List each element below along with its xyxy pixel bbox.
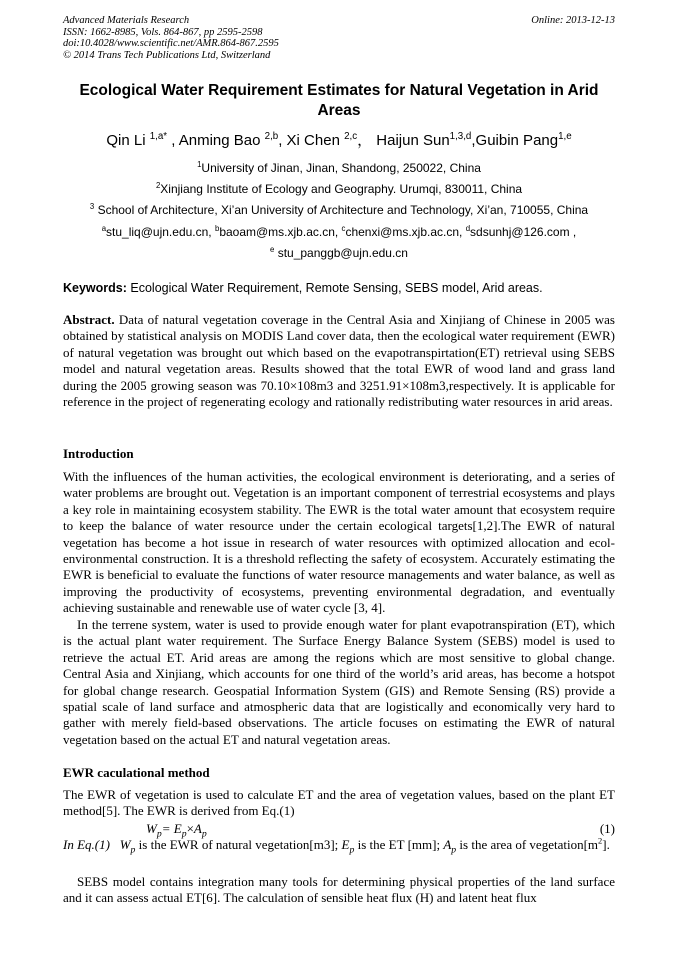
def-subscript: p [130, 844, 136, 856]
definitions-lead: In Eq.(1) [63, 837, 110, 852]
abstract-text: Data of natural vegetation coverage in the Central Asia and Xinjiang of Chinese in 2005 was obtained by statistical analysis on MODIS Land cover data, then the ecological water requirement (EWR) of natural vegetation was brought out which based on the evapotranspirtation(ET) retrieval using SEBS model and natural vegetation areas. Results showed that the total EWR of wood land and grass land during the 2005 growing season was 70.10×108m3 and 3251.91×108m3,respectively. It is applicable for reference in the project of regenerating ecology and rationally redistributing water resources in arid areas. [63, 312, 615, 410]
author-name: Qin Li [106, 132, 150, 149]
author-separator: , [471, 132, 476, 149]
affiliation-mark: 3 [89, 202, 95, 211]
section-heading-introduction: Introduction [63, 446, 134, 461]
email-mark: a [101, 224, 107, 233]
email-mark: c [341, 224, 346, 233]
paragraph: With the influences of the human activities, the ecological environment is deteriorating, and a series of water problems are brought out. Vegetation is an important component of terrestrial ecosystems and plays a key role in maintaining ecosystem stability. The EWR is the total water amount that ecosystem require to keep the balance of water resource under the certain ecological targets[1,2].The EWR of natural vegetation has become a hot issue in research of water resources with optimized allocation and ecol-environmental construction. It is a threshold reflecting the safety of ecosystem. Accurately estimating the EWR is beneficial to evaluate the functions of water resource managements and water balance, as well as improving the productivity of ecosystems, preventing environmental degradation, and eventually achieving sustainable and renewable use of water cycle [3, 4]. [63, 469, 615, 616]
author-separator: ， [357, 132, 377, 149]
paragraph: SEBS model contains integration many tools for determining physical properties of the land surface and it can assess actual ET[6]. The calculation of sensible heat flux (H) and latent heat flux [63, 874, 615, 906]
journal-copyright: © 2014 Trans Tech Publications Ltd, Switzerland [63, 49, 271, 61]
affiliation-mark: 1 [197, 160, 202, 169]
eq-symbol: × [186, 821, 194, 836]
equation-definitions [63, 835, 615, 856]
email-text: baoam@ms.xjb.ac.cn, [219, 225, 342, 239]
author-mark: 2,c [344, 131, 358, 142]
email-text: sdsunhj@126.com , [470, 225, 577, 239]
author-name: Guibin Pang [475, 132, 559, 149]
email-mark: d [465, 224, 471, 233]
email-text: stu_panggb@ujn.edu.cn [274, 246, 408, 260]
affiliation [40, 202, 638, 218]
affiliation-mark: 2 [155, 181, 161, 190]
def-text: is the ET [mm]; [354, 837, 444, 852]
author-mark: 2,b [264, 131, 279, 142]
def-subscript: p [451, 844, 457, 856]
keywords [63, 280, 615, 296]
email-line [40, 245, 638, 261]
email-mark: b [214, 224, 220, 233]
def-text: ]. [602, 837, 610, 852]
email-text: stu_liq@ujn.edu.cn, [106, 225, 215, 239]
equation-number: (1) [599, 821, 615, 836]
journal-header [63, 15, 615, 61]
journal-doi: doi:10.4028/www.scientific.net/AMR.864-867.2595 [63, 38, 279, 49]
eq-symbol: E [173, 821, 182, 836]
eq-symbol: W [146, 821, 157, 836]
def-text: is the area of vegetation[m [456, 837, 599, 852]
abstract [63, 312, 615, 410]
paper-title: Ecological Water Requirement Estimates for Natural Vegetation in Arid Areas [79, 82, 599, 119]
keywords-text: Ecological Water Requirement, Remote Sensing, SEBS model, Arid areas. [126, 281, 543, 295]
author-name: Anming Bao [178, 132, 265, 149]
keywords-label: Keywords: [63, 281, 127, 295]
affiliation-text: University of Jinan, Jinan, Shandong, 250022, China [201, 161, 481, 175]
eq-symbol: = [161, 821, 174, 836]
def-superscript: 2 [598, 835, 603, 846]
author-name: Xi Chen [286, 132, 345, 149]
email-text: chenxi@ms.xjb.ac.cn, [345, 225, 466, 239]
def-text: is the EWR of natural vegetation[m3]; [135, 837, 342, 852]
author-separator: , [278, 132, 287, 149]
def-symbol: E [341, 837, 350, 852]
author-list [63, 131, 615, 151]
paragraph: In the terrene system, water is used to provide enough water for plant evapotranspiration (ET), which is the actual plant water requirement. The Surface Energy Balance System (SEBS) model is used to retrieve the actual ET. Arid areas are among the regions which are most sensitive to global change. Central Asia and Xinjiang, which accounts for one third of the world’s arid areas, has become a hotspot for global change research. Geospatial Information System (GIS) and Remote Sensing (RS) provide a spatial scale of land surface and atmospheric data that are logistically and economically very hard to gather with merely field-based observations. The article focuses on estimating the EWR of natural vegetation based on the actual ET and natural vegetation areas. [63, 617, 615, 747]
author-name: Haijun Sun [376, 132, 450, 149]
affiliation [40, 160, 638, 176]
email-line [40, 224, 638, 240]
journal-name: Advanced Materials Research [63, 15, 190, 26]
affiliation-text: School of Architecture, Xi’an University of Architecture and Technology, Xi’an, 710055, China [94, 203, 589, 217]
equation-1 [146, 821, 615, 840]
author-separator: , [167, 132, 179, 149]
affiliation [40, 181, 638, 197]
eq-subscript: p [181, 828, 187, 840]
affiliation-text: Xinjiang Institute of Ecology and Geography. Urumqi, 830011, China [160, 182, 523, 196]
abstract-label: Abstract. [63, 312, 115, 327]
eq-symbol: A [193, 821, 202, 836]
author-mark: 1,a* [149, 131, 168, 142]
email-mark: e [270, 245, 275, 254]
author-mark: 1,e [558, 131, 572, 142]
def-subscript: p [349, 844, 355, 856]
def-symbol: A [443, 837, 452, 852]
author-mark: 1,3,d [449, 131, 472, 142]
eq-subscript: p [156, 828, 162, 840]
paragraph: The EWR of vegetation is used to calculate ET and the area of vegetation values, based on the plant ET method[5]. The EWR is derived from Eq.(1) [63, 787, 615, 819]
eq-subscript: p [201, 828, 207, 840]
journal-issn: ISSN: 1662-8985, Vols. 864-867, pp 2595-2598 [63, 26, 263, 38]
def-symbol: W [119, 837, 131, 852]
online-date: Online: 2013-12-13 [531, 15, 615, 26]
section-heading-method: EWR caculational method [63, 765, 210, 780]
